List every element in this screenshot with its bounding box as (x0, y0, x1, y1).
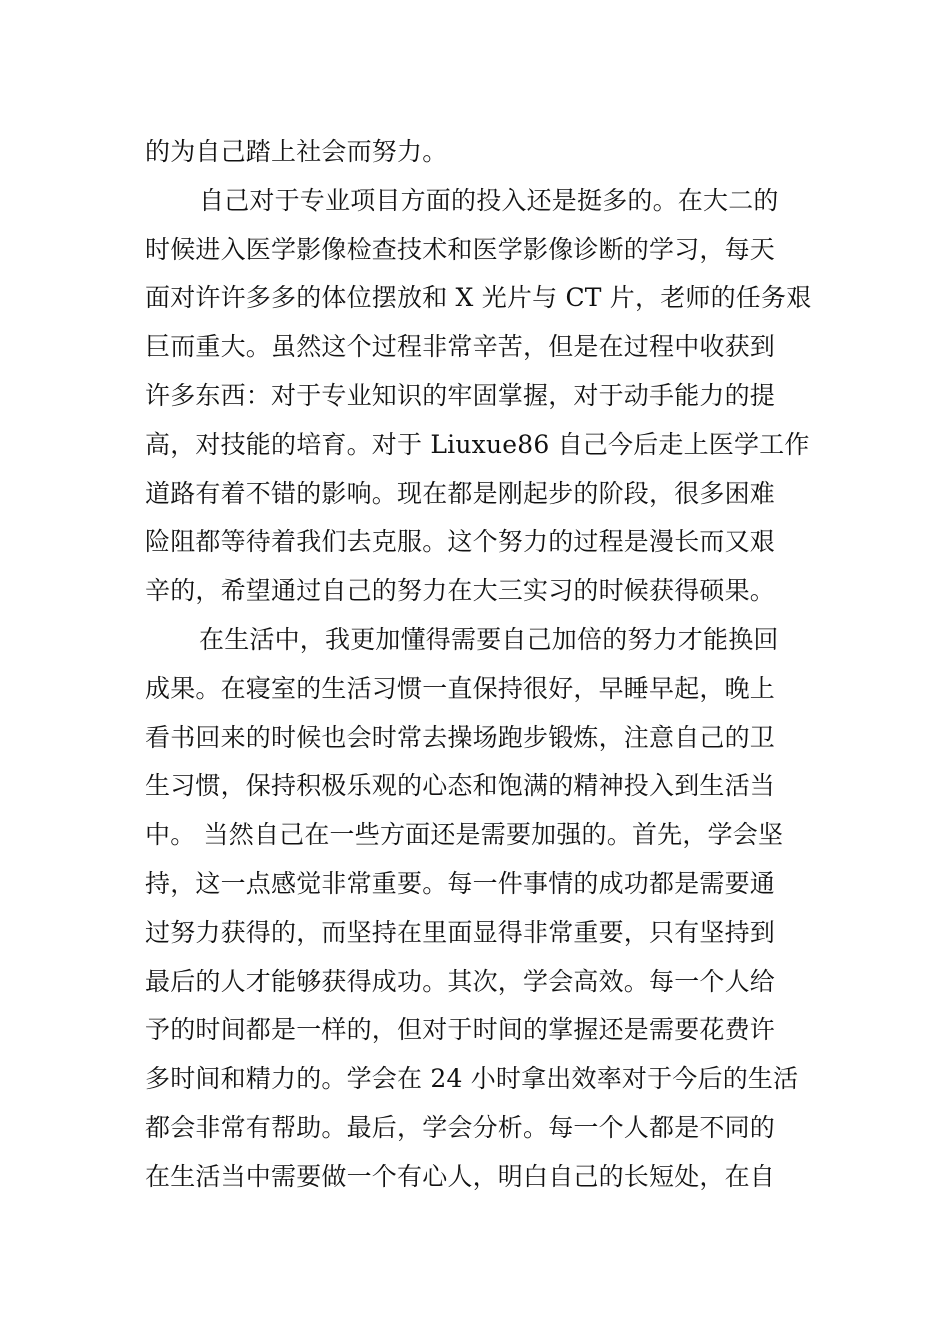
text-line: 的为自己踏上社会而努力。 (145, 137, 448, 166)
text-line: 面对许许多多的体位摆放和 X 光片与 CT 片，老师的任务艰 (145, 283, 812, 313)
text-line: 多时间和精力的。学会在 24 小时拿出效率对于今后的生活 (145, 1064, 799, 1094)
text-line: 最后的人才能够获得成功。其次，学会高效。每一个人给 (145, 966, 776, 996)
text-line: 持，这一点感觉非常重要。每一件事情的成功都是需要通 (145, 868, 776, 898)
text-line: 成果。在寝室的生活习惯一直保持很好，早睡早起，晚上 (145, 673, 776, 703)
text-line: 中。 当然自己在一些方面还是需要加强的。首先，学会坚 (145, 820, 784, 850)
text-line: 在生活当中需要做一个有心人，明白自己的长短处，在自 (145, 1161, 776, 1191)
text-line: 道路有着不错的影响。现在都是刚起步的阶段，很多困难 (145, 478, 776, 508)
text-line: 许多东西：对于专业知识的牢固掌握，对于动手能力的提 (145, 380, 776, 410)
body-text (145, 128, 815, 1202)
paragraph-first-line: 自己对于专业项目方面的投入还是挺多的。在大二的 (199, 185, 779, 215)
text-line: 都会非常有帮助。最后，学会分析。每一个人都是不同的 (145, 1112, 776, 1142)
text-line: 险阻都等待着我们去克服。这个努力的过程是漫长而又艰 (145, 527, 776, 557)
text-line: 予的时间都是一样的，但对于时间的掌握还是需要花费许 (145, 1015, 776, 1045)
text-line: 生习惯，保持积极乐观的心态和饱满的精神投入到生活当 (145, 771, 776, 801)
text-line: 辛的，希望通过自己的努力在大三实习的时候获得硕果。 (145, 576, 776, 606)
text-line: 看书回来的时候也会时常去操场跑步锻炼，注意自己的卫 (145, 722, 776, 752)
text-line: 巨而重大。虽然这个过程非常辛苦，但是在过程中收获到 (145, 332, 776, 362)
text-line: 高，对技能的培育。对于 Liuxue86 自己今后走上医学工作 (145, 429, 810, 459)
text-line: 时候进入医学影像检查技术和医学影像诊断的学习，每天 (145, 234, 776, 264)
text-line: 过努力获得的，而坚持在里面显得非常重要，只有坚持到 (145, 917, 776, 947)
paragraph-first-line: 在生活中，我更加懂得需要自己加倍的努力才能换回 (199, 624, 779, 654)
